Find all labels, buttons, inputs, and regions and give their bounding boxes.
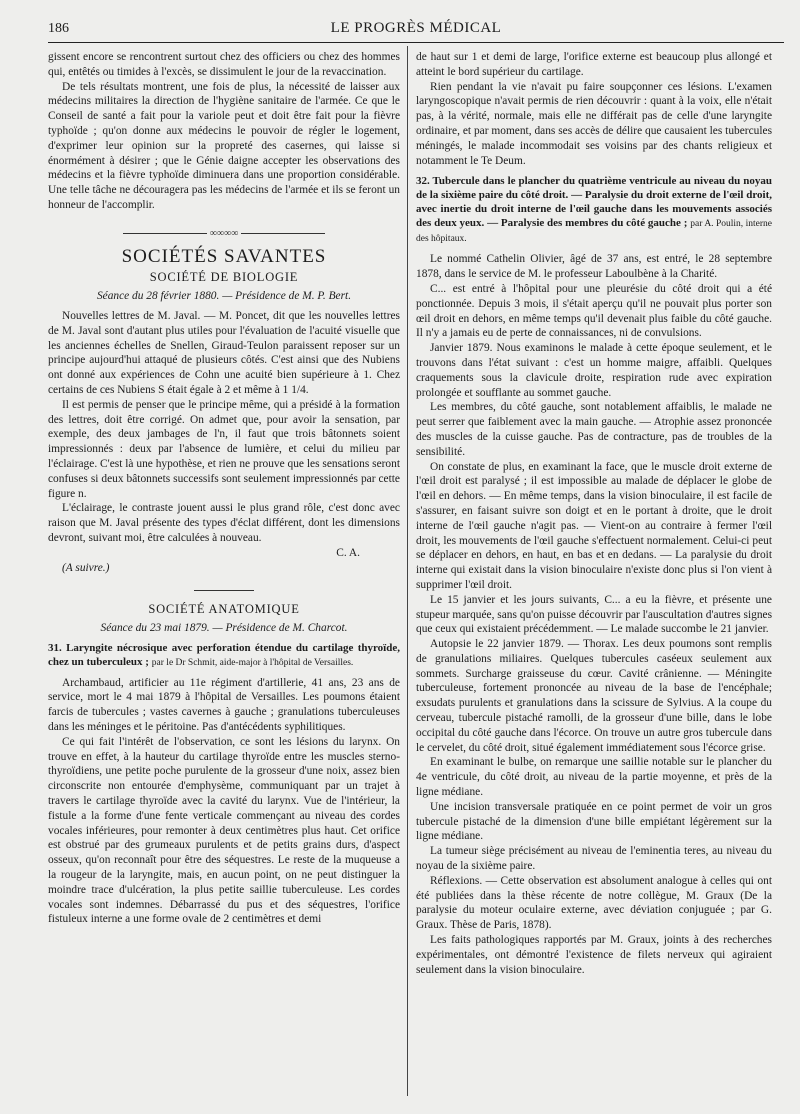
case-title: 32. Tubercule dans le plancher du quatrième ventricule au niveau du noyau de la sixième paire du côté droit. — Paralysie du droit externe de l'œil droit, avec inertie du droit interne de l'œil gauche dans les mouvements associés des deux yeux. — Paralysie des membres du côté gauche ; [416,175,772,230]
running-title: LE PROGRÈS MÉDICAL [330,20,502,36]
paragraph: Janvier 1879. Nous examinons le malade à cette époque seulement, et le trouvons dans l'état suivant : c'est un homme maigre, affaibli. Quelques craquements sous la clavicule droite, respiration rude avec expiration prolongée et soufflante au sommet gauche. [416,342,772,399]
paragraph: La tumeur siège précisément au niveau de l'eminentia teres, au niveau du noyau de la sixième paire. [416,845,772,873]
case-title: 31. Laryngite nécrosique avec perforation étendue du cartilage thyroïde, chez un tuberculeux ; [48,641,400,668]
left-column [48,50,400,927]
paragraph: Une incision transversale pratiquée en ce point permet de voir un gros tubercule pistaché de la dimension d'une bille empiétant légèrement sur la ligne médiane. [416,800,772,843]
paragraph: On constate de plus, en examinant la face, que le muscle droit externe de l'œil droit est paralysé ; il est impossible au malade de déplacer le globe de l'œil en dehors. — En même temps, dans la vision binoculaire, il est facile de s'assurer, en faisant suivre son doigt et en le portant à droite, que le droit interne de l'œil gauche n'agit pas. — Vient-on au contraire à fermer l'œil droit, les mouvements de l'œil gauche s'effectuent normalement. Celui-ci peut se déplacer en dehors, en haut, en bas et en dedans. — La paralysie du droit interne qui existait dans la vision binoculaire n'existe donc plus si l'on vient à supprimer l'œil droit. [416,460,772,591]
paragraph: Réflexions. — Cette observation est absolument analogue à celles qui ont été publiées dans la thèse récente de notre collègue, M. Graux (De la paralysie du moteur oculaire externe, avec déviation conjuguée ; par G. Graux. Thèse de Paris, 1878). [416,874,772,932]
to-be-continued: (A suivre.) [62,561,110,574]
ornamental-rule: ∞∞∞∞ [48,227,400,242]
case-author: par le Dr Schmit, aide-major à l'hôpital de Versailles. [151,657,354,668]
paragraph: De tels résultats montrent, une fois de plus, la nécessité de laisser aux médecins militaires la direction de l'hygiène sanitaire de l'armée. Ce que le Conseil de santé a fait pour la variole peut et doit être fait pour la fièvre typhoïde ; qu'on donne aux médecins le pouvoir de régler le logement, d'exprimer leur opinion sur la propreté des casernes, qui laisse si énormément à désirer ; que le Génie daigne accepter les observations des médecins et la fièvre typhoïde diminuera dans une proportion considérable. Une telle tâche ne découragera pas les médecins de l'armée et ils se feront un honneur de l'accomplir. [48,80,400,211]
society-title: SOCIÉTÉ ANATOMIQUE [148,602,300,617]
paragraph: Les membres, du côté gauche, sont notablement affaiblis, le malade ne peut serrer que faiblement avec la main gauche. — Atrophie assez prononcée des muscles de la cuisse gauche. Pas de contracture, pas de troubles de la sensibilité. [416,401,772,458]
paragraph: Le nommé Cathelin Olivier, âgé de 37 ans, est entré, le 28 septembre 1878, dans le service de M. le professeur Laboulbène à la Charité. [416,253,772,281]
paragraph: gissent encore se rencontrent surtout chez des officiers ou chez des hommes qui, entêtés ou timides à l'excès, se dissimulent le jour de la revaccination. [48,51,400,78]
paragraph: C... est entré à l'hôpital pour une pleurésie du côté droit qui a été ponctionnée. Depuis 3 mois, il s'était aperçu qu'il ne pouvait plus porter son œil droit en dehors, en même temps qu'il devenait plus faible du côté gauche. Il n'y a jamais eu de perte de connaissances, ni de convulsions. [416,282,772,340]
paragraph: En examinant le bulbe, on remarque une saillie notable sur le plancher du 4e ventricule, du côté droit, au niveau de la partie moyenne, et près de la ligne médiane. [416,756,772,799]
separator-rule [48,581,400,596]
society-title: SOCIÉTÉ DE BIOLOGIE [149,270,299,285]
paragraph: L'éclairage, le contraste jouent aussi le plus grand rôle, c'est donc avec raison que M. Javal présente des types d'éclat différent, dont les dimensions devront, suivant moi, être calculées à nouveau. [48,502,400,544]
paragraph: Autopsie le 22 janvier 1879. — Thorax. Les deux poumons sont remplis de granulations miliaires. Quelques tubercules caséeux seulement aux sommets. Surcharge graisseuse du cœur. Cavité crânienne. — Méningite tuberculeuse, fortement prononcée au niveau de la base de l'encéphale; exsudats purulents et granulations dans la scissure de Sylvius. A la coupe du cerveau, tubercule pistaché ramolli, de la grosseur d'une bille, dans le lobe occipital du côté gauche dans l'écorce. On trouve un autre gros tubercule dans le cervelet, du côté droit, situé également immédiatement sous l'écorce grise. [416,638,772,754]
case-author: par A. Poulin, interne des hôpitaux. [416,219,772,245]
paragraph: Il est permis de penser que le principe même, qui a présidé à la formation des lettres, doit être corrigé. On admet que, pour avoir la sensation, par exemple, des deux jambages de l'n, il faut que trois bâtonnets soient impressionnés : deux par l'absence de lumière, et celui du milieu par l'éclairage. C'est là une hypothèse, et rien ne prouve que les sensations seront confuses si deux bâtonnets successifs sont seulement impressionnés par cette figure n. [48,398,400,500]
column-divider [407,46,408,1096]
paragraph: Le 15 janvier et les jours suivants, C... a eu la fièvre, et présente une stupeur marquée, sans qu'on puisse découvrir par l'auscultation d'autres signes que ceux qui existaient précédemment. — Le malade succombe le 21 janvier. [416,593,773,636]
paragraph: Nouvelles lettres de M. Javal. — M. Poncet, dit que les nouvelles lettres de M. Javal sont d'autant plus utiles pour l'évaluation de l'acuité visuelle que les anciennes échelles de Snellen, Giraud-Teulon paraissent reposer sur un principe aujourd'hui attaqué de plusieurs côtés. C'est ainsi que des Nubiens ont donné aux expériences de Cohn une acuité bien supérieure à 1. Chez certains de ces Nubiens S était égale à 2 et même à 1 1/4. [48,309,400,396]
right-column [416,50,772,977]
paragraph: Ce qui fait l'intérêt de l'observation, ce sont les lésions du larynx. On trouve en effet, à la hauteur du cartilage thyroïde entre les muscles sterno-thyroïdiens, une petite poche purulente de la grosseur d'une noix, assez bien circonscrite non entourée d'emphysème, communiquant par un trajet à travers le cartilage thyroïde avec la cavité du larynx. Vue de l'intérieur, la fistule a la forme d'une fente verticale commençant au niveau des cordes vocales inférieures, pour remonter à deux centimètres plus haut. Cet orifice est obstrué par des grumeaux purulents et de petits grains durs, d'aspect osseux, qu'on reconnaît pour être des séquestres. Le reste de la muqueuse a la rougeur de la laryngite, mais, en aucun point, on ne peut distinguer la moindre trace d'ulcération, la plus petite saillie tuberculeuse. Les cordes vocales sont indemnes. Débarrassé du pus et des séquestres, l'orifice fistuleux interne a une forme ovale de 2 centimètres et demi [48,735,400,926]
paragraph: Rien pendant la vie n'avait pu faire soupçonner ces lésions. L'examen laryngoscopique n'avait permis de rien découvrir : quant à la voix, elle n'était pas, à la vérité, normale, mais elle ne différait pas de celle d'une laryngite ordinaire, et par moment, dans ses accès de délire que causaient les tubercules méningés, le malade incommodait ses voisins par des chants religieux et notamment le Te Deum. [416,80,772,167]
paragraph: Archambaud, artificier au 11e régiment d'artillerie, 41 ans, 23 ans de service, mort le 4 mai 1879 à l'hôpital de Versailles. Les poumons étaient farcis de tubercules ; vastes cavernes à gauche ; granulations tuberculeuses dans les méninges et le péritoine. Pas d'antécédents syphilitiques. [48,676,400,734]
session-line: Séance du 28 février 1880. — Présidence de M. P. Bert. [96,290,352,303]
session-line: Séance du 23 mai 1879. — Présidence de M. Charcot. [100,621,348,634]
case-heading [48,641,400,670]
signature: C. A. [336,546,360,559]
page-number: 186 [48,21,69,36]
page-header [48,20,784,43]
case-heading [416,174,772,246]
paragraph: Les faits pathologiques rapportés par M. Graux, joints à des recherches expérimentales, ont démontré l'existence de filets nerveux qui agiraient seulement dans la vision binoculaire. [416,934,772,976]
paragraph: de haut sur 1 et demi de large, l'orifice externe est beaucoup plus allongé et atteint le bord supérieur du cartilage. [416,51,772,78]
section-title: SOCIÉTÉS SAVANTES [121,245,327,267]
